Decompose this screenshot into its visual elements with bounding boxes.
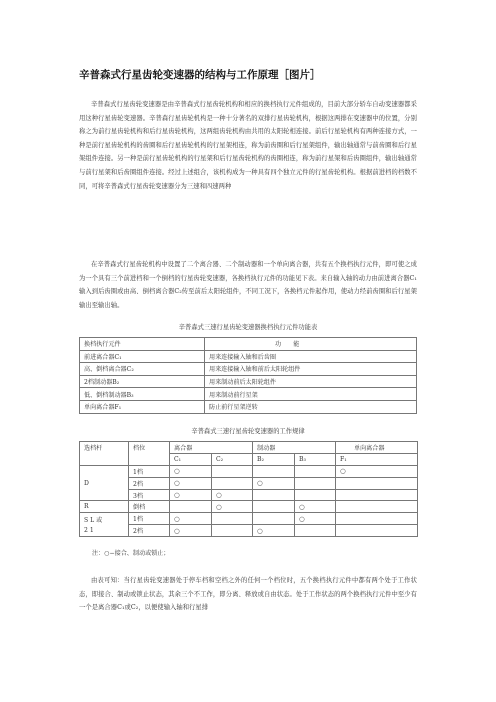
- function-cell: 用来连接输入轴和后齿圈: [205, 350, 417, 363]
- subheader-cell: C₂: [212, 453, 253, 465]
- intro-paragraph: 辛普森式行星齿轮变速器是由辛普森式行星齿轮机构和相应的换档执行元件组成的，目前大部分轿车自动变速器都采用这种行星齿轮变速器。辛普森行星齿轮机构是一种十分著名的双排行星齿轮机构，根据这两排在变速器中的位置，分别称之为前行星齿轮机构和后行星齿轮机构，这两组齿轮机构由共用的太阳轮相连接。前后行星轮机构有两种连接方式，一种是前行星齿轮机构的齿圈和后行星齿轮机构的行星架相连，称为前齿圈和后行星架组件，输出轴通常与前齿圈和后行星架组件连接。另一种是前行星齿轮机构的行星架和后行星齿轮机构的齿圈相连，称为前行星架和后齿圈组件，输出轴通常与前行星架和后齿圈组件连接。经过上述组合，该机构成为一种具有四个独立元件的行星齿轮机构。根据前进档的档数不同，可将辛普森式行星齿轮变速器分为三速和四速两种: [79, 101, 417, 190]
- operation-table: [79, 441, 418, 537]
- engage-cell: [336, 477, 418, 489]
- engage-cell: [253, 465, 295, 477]
- subheader-cell: F₁: [336, 453, 418, 465]
- header-cell: 功 能: [205, 338, 417, 351]
- table-row: [80, 375, 417, 388]
- header-cell: 单向离合器: [336, 442, 418, 454]
- engage-cell: ○: [295, 513, 336, 525]
- gear-cell: 2档: [129, 525, 170, 537]
- engage-cell: [212, 513, 253, 525]
- engage-cell: [295, 477, 336, 489]
- table-row: [80, 388, 417, 401]
- gear-cell: 3档: [129, 489, 170, 501]
- engage-cell: [212, 465, 253, 477]
- engage-cell: ○: [253, 525, 295, 537]
- engage-cell: [336, 513, 418, 525]
- table-header-row: [80, 338, 417, 351]
- header-cell: 换档执行元件: [80, 338, 205, 351]
- table-row: [80, 350, 417, 363]
- header-cell: 离合器: [170, 442, 253, 454]
- element-cell: 高、倒档离合器C₂: [80, 363, 205, 376]
- lever-cell: R: [80, 501, 129, 513]
- function-table: [79, 337, 417, 414]
- header-cell: 选档杆: [80, 442, 129, 454]
- engage-cell: ○: [170, 465, 212, 477]
- element-cell: 2档制动器B₂: [80, 375, 205, 388]
- engage-cell: ○: [253, 477, 295, 489]
- element-cell: 单向离合器F₁: [80, 400, 205, 413]
- engage-cell: [336, 489, 418, 501]
- table-header-row: [80, 442, 418, 454]
- engage-cell: [336, 501, 418, 513]
- table-row: [80, 465, 418, 477]
- engage-cell: ○: [170, 477, 212, 489]
- engage-cell: [212, 477, 253, 489]
- table-row: [80, 400, 417, 413]
- engage-cell: ○: [212, 489, 253, 501]
- table1-caption: 辛普森式三速行星齿轮变速器换档执行元件功能表: [178, 324, 318, 331]
- subheader-cell: B₂: [253, 453, 295, 465]
- lever-cell: D: [80, 465, 129, 501]
- header-cell: 制动器: [253, 442, 336, 454]
- gear-cell: 1档: [129, 465, 170, 477]
- table-row: [80, 501, 418, 513]
- function-cell: 用来制动前行星架: [205, 388, 417, 401]
- table-row: [80, 363, 417, 376]
- engage-cell: ○: [170, 513, 212, 525]
- components-paragraph: 在辛普森式行星齿轮机构中设置了二个离合器、二个制动器和一个单向离合器，共有五个换档执行元件，即可使之成为一个具有三个前进档和一个倒档的行星齿轮变速器，各换档执行元件的功能见下表。来自输入轴的动力由前进离合器C₁输入到后齿圈或由高、倒档离合器C₂传至前后太阳轮组件，不同工况下，各换档元件起作用，使动力经前齿圈和后行星架输出至输出轴。: [79, 261, 417, 309]
- engage-cell: [295, 525, 336, 537]
- lever-cell: S L 或: [80, 513, 129, 525]
- engage-cell: ○: [212, 501, 253, 513]
- engage-cell: ○: [336, 465, 418, 477]
- engage-cell: [253, 501, 295, 513]
- engage-cell: [253, 489, 295, 501]
- lever-cell: 2 1: [80, 525, 129, 537]
- engage-cell: [336, 525, 418, 537]
- subheader-cell: C₁: [170, 453, 212, 465]
- header-cell: 档位: [129, 442, 170, 454]
- table-subheader-row: [80, 453, 418, 465]
- function-cell: 用来制动前后太阳轮组件: [205, 375, 417, 388]
- function-cell: 用来连接输入轴和前后太阳轮组件: [205, 363, 417, 376]
- engage-cell: [253, 513, 295, 525]
- element-cell: 低、倒档制动器B₃: [80, 388, 205, 401]
- gear-cell: 1档: [129, 513, 170, 525]
- table-row: [80, 489, 418, 501]
- function-cell: 防止前行星架逆转: [205, 400, 417, 413]
- gear-cell: 2档: [129, 477, 170, 489]
- table-row: [80, 525, 418, 537]
- table-row: [80, 477, 418, 489]
- analysis-paragraph: 由表可知：当行星齿轮变速器处于停车档和空档之外的任何一个档位时，五个换档执行元件中都有两个处于工作状态，即接合、制动或锁止状态，其余三个不工作，即分离、释放或自由状态。处于工作状态的两个换档执行元件中至少有一个是离合器C₁或C₂，以便使输入轴和行星排: [79, 577, 417, 612]
- engage-cell: ○: [170, 525, 212, 537]
- table-row: [80, 513, 418, 525]
- element-cell: 前进离合器C₁: [80, 350, 205, 363]
- gear-cell: 倒档: [129, 501, 170, 513]
- engage-cell: ○: [295, 501, 336, 513]
- table-note: 注：○−接合、制动或锁止；: [92, 550, 170, 557]
- subheader-cell: B₃: [295, 453, 336, 465]
- engage-cell: [295, 465, 336, 477]
- engage-cell: [212, 525, 253, 537]
- engage-cell: [295, 489, 336, 501]
- document-title: 辛普森式行星齿轮变速器的结构与工作原理［图片］: [79, 69, 321, 81]
- table2-caption: 辛普森式三速行星齿轮变速器的工作规律: [191, 428, 305, 435]
- engage-cell: ○: [170, 489, 212, 501]
- engage-cell: [170, 501, 212, 513]
